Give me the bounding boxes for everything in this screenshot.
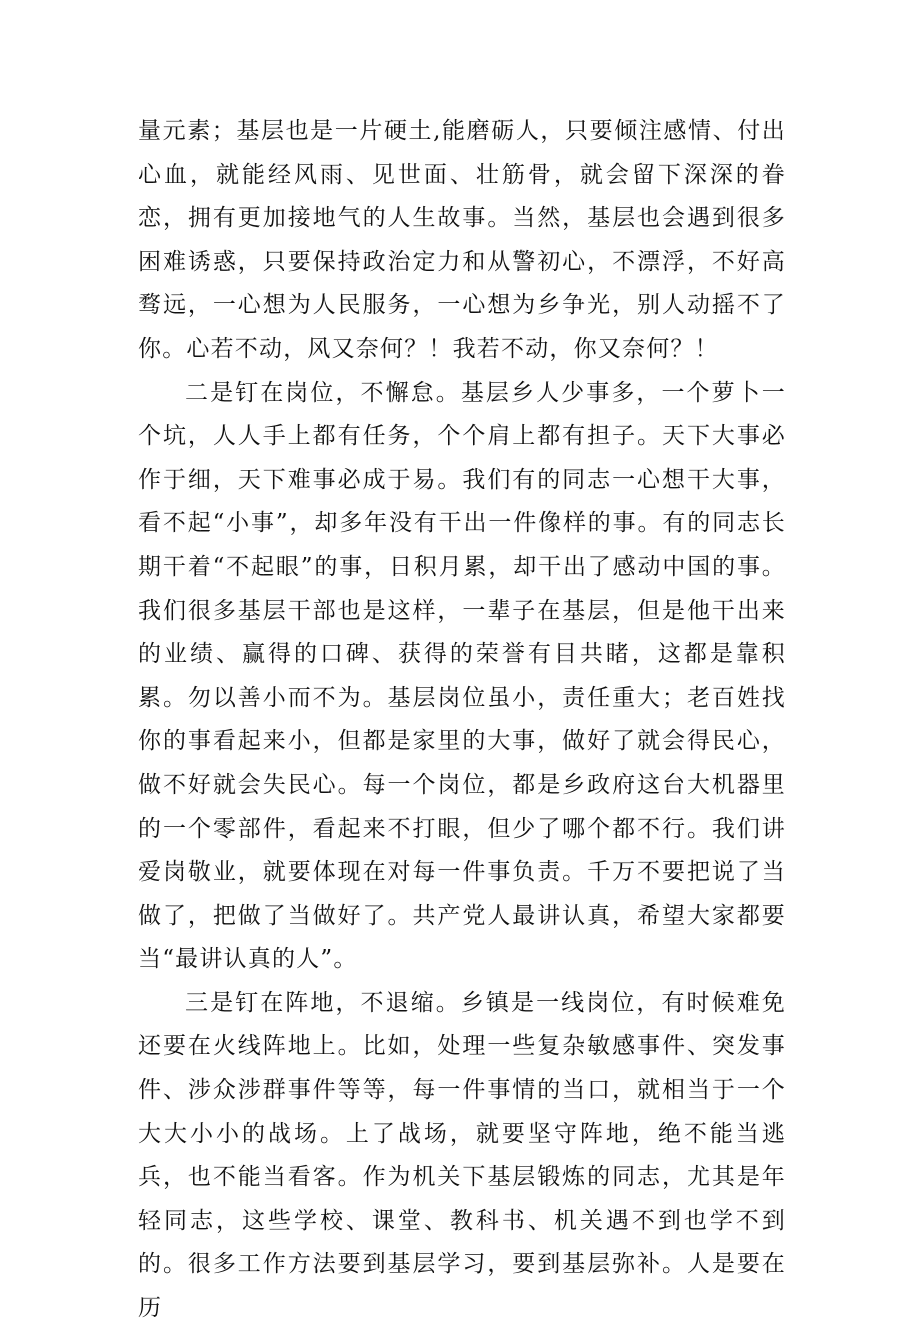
paragraph-point-three: 三是钉在阵地，不退缩。乡镇是一线岗位，有时候难免还要在火线阵地上。比如，处理一些复杂敏感事件、突发事件、涉众涉群事件等等，每一件事情的当口，就相当于一个大大小小的战场。上了战场，就要坚守阵地，绝不能当逃兵，也不能当看客。作为机关下基层锻炼的同志，尤其是年轻同志，这些学校、课堂、教科书、机关遇不到也学不到的。很多工作方法要到基层学习，要到基层弥补。人是要在历 (138, 989, 786, 1322)
paragraph-point-two: 二是钉在岗位，不懈怠。基层乡人少事多，一个萝卜一个坑，人人手上都有任务，个个肩上都有担子。天下大事必作于细，天下难事必成于易。我们有的同志一心想干大事，看不起“小事”，却多年没有干出一件像样的事。有的同志长期干着“不起眼”的事，日积月累，却干出了感动中国的事。我们很多基层干部也是这样，一辈子在基层，但是他干出来的业绩、赢得的口碑、获得的荣誉有目共睹，这都是靠积累。勿以善小而不为。基层岗位虽小，责任重大；老百姓找你的事看起来小，但都是家里的大事，做好了就会得民心，做不好就会失民心。每一个岗位，都是乡政府这台大机器里的一个零部件，看起来不打眼，但少了哪个都不行。我们讲爱岗敬业，就要体现在对每一件事负责。千万不要把说了当做了，把做了当做好了。共产党人最讲认真，希望大家都要当“最讲认真的人”。 (138, 379, 786, 973)
paragraph-continuation: 量元素；基层也是一片硬土,能磨砺人，只要倾注感情、付出心血，就能经风雨、见世面、壮筋骨，就会留下深深的眷恋，拥有更加接地气的人生故事。当然，基层也会遇到很多困难诱惑，只要保持政治定力和从警初心，不漂浮，不好高骛远，一心想为人民服务，一心想为乡争光，别人动摇不了你。心若不动，风又奈何？！我若不动，你又奈何？！ (138, 118, 786, 362)
document-body (138, 110, 786, 1331)
